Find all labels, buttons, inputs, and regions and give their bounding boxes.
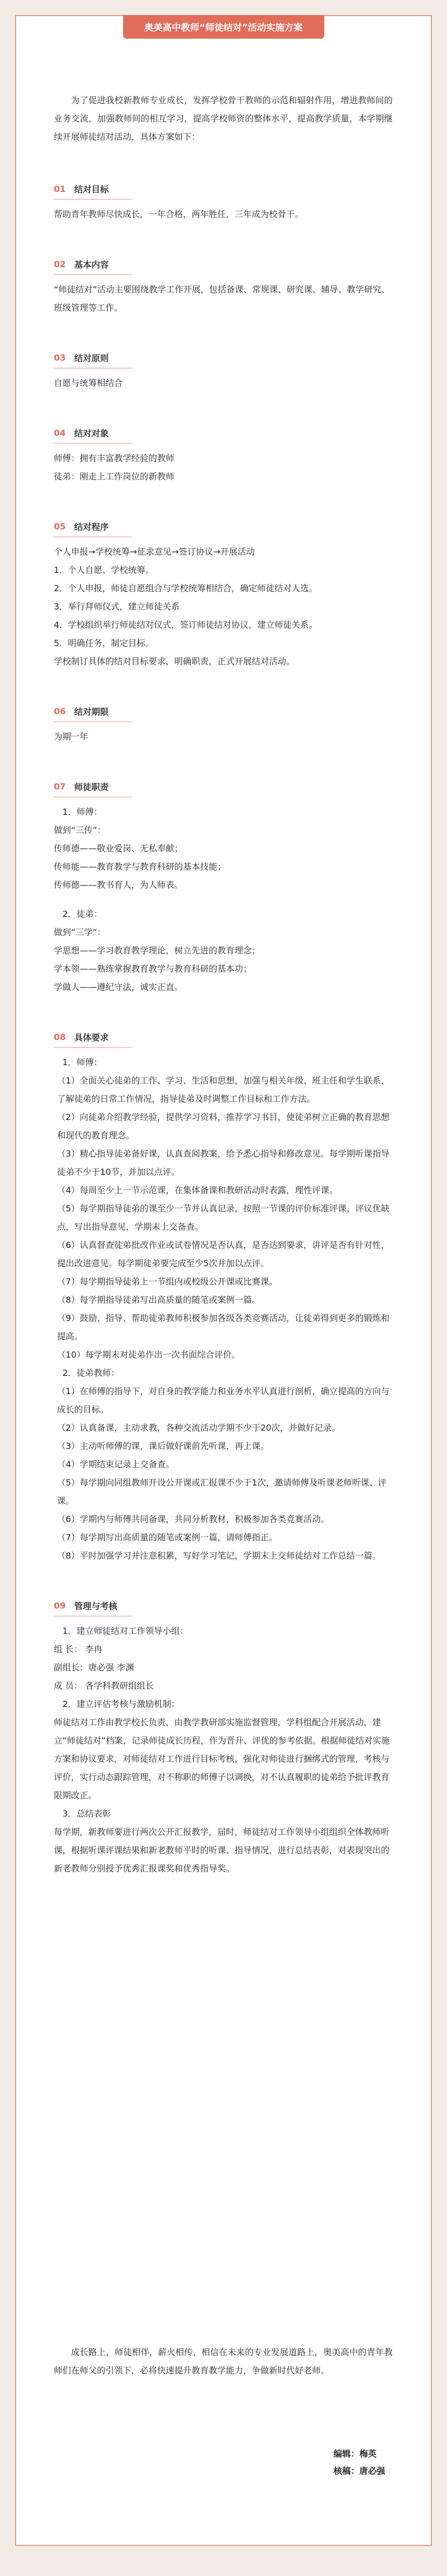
editor-credit: 编辑：梅英 — [333, 2449, 377, 2459]
target-line: 徒弟：刚走上工作岗位的新教师 — [54, 471, 175, 482]
section-principle — [54, 348, 393, 392]
procedure-item: 学校制订具体的结对目标要求，明确职责，正式开展结对活动。 — [54, 656, 295, 666]
section-number: 01 — [54, 183, 66, 194]
target-line: 师傅：拥有丰富教学经验的教师 — [54, 453, 175, 463]
apprentice-duty: 学本领——熟练掌握教育教学与教育科研的基本功； — [54, 964, 252, 974]
apprentice-subheading: 做到“三学”： — [54, 927, 106, 937]
procedure-item: 5．明确任务，制定目标。 — [54, 638, 154, 648]
master-requirements-heading: 1．师傅： — [62, 1057, 103, 1067]
requirement-item: （8）平时加强学习并注意积累，写好学习笔记，学期末上交师徒结对工作总结一篇。 — [57, 1551, 381, 1561]
closing-paragraph: 成长路上，师徒相伴，薪火相传，相信在未来的专业发展道路上，奥美高中的青年教师们在师父的引领下，必将快速提升教育教学能力，争做新时代好老师。 — [54, 2347, 393, 2376]
title-banner: 奥美高中教师“师徒结对”活动实施方案 — [123, 15, 324, 39]
requirement-item: （5）每学期向同组教师开设公开课或汇报课不少于1次，邀请师傅及听课老师听课、评课。 — [57, 1477, 387, 1506]
section-divider — [54, 443, 132, 444]
section-number: 04 — [54, 427, 66, 438]
section-divider — [54, 274, 132, 275]
section-requirements — [54, 1028, 393, 1565]
requirement-item: （10）每学期末对徒弟作出一次书面综合评价。 — [57, 1350, 240, 1360]
leadership-role: 组 长： 李冉 — [54, 1644, 103, 1654]
section-targets — [54, 424, 393, 486]
leadership-heading: 1．建立师徒结对工作领导小组： — [62, 1626, 189, 1636]
requirement-item: （2）向徒弟介绍教学经验，提供学习资料，推荐学习书目，使徒弟树立正确的教育思想和现代的教育理念。 — [57, 1112, 390, 1140]
procedure-flow: 个人申报→学校统筹→征求意见→签订协议→开展活动 — [54, 547, 255, 557]
procedure-item: 4．学校组织举行师徒结对仪式，签订师徒结对协议，建立师徒关系。 — [54, 620, 318, 630]
section-title: 结对目标 — [74, 184, 109, 195]
section-divider — [54, 199, 132, 200]
section-title: 结对原则 — [74, 353, 109, 363]
master-duty: 传师能——教育教学与教育科研的基本技能； — [54, 862, 226, 872]
section-number: 09 — [54, 1600, 66, 1611]
requirement-item: （6）认真督查徒弟批改作业或试卷情况是否认真，是否达到要求，讲评是否有针对性，提出改进意见。每学期徒弟要完成至少5次并加以点评。 — [57, 1240, 390, 1268]
procedure-item: 3．举行拜师仪式，建立师徒关系 — [54, 601, 180, 612]
section-number: 06 — [54, 706, 66, 716]
section-title: 管理与考核 — [74, 1601, 118, 1611]
master-duty: 传师德——教书育人，为人师表。 — [54, 880, 183, 890]
requirement-item: （6）学期内与师傅共同备课，共同分析教材，积极参加各类竞赛活动。 — [57, 1514, 330, 1524]
section-title: 基本内容 — [74, 259, 109, 270]
requirement-item: （5）每学期指导徒弟的课至少一节并认真记录，按照一节课的评价标准评课，评议优缺点，写出指导意见，学期末上交备查。 — [57, 1203, 390, 1232]
requirement-item: （8）每学期指导徒弟写出高质量的随笔或案例一篇。 — [57, 1295, 261, 1305]
section-text: 自愿与统筹相结合 — [54, 378, 123, 388]
section-content — [54, 255, 393, 317]
section-divider — [54, 1616, 132, 1617]
section-number: 07 — [54, 781, 66, 792]
section-title: 结对对象 — [74, 428, 109, 439]
reviewer-credit: 核稿：唐必强 — [333, 2466, 385, 2476]
section-management — [54, 1596, 393, 1878]
section-goal — [54, 180, 393, 224]
section-duration — [54, 702, 393, 746]
assessment-text: 师徒结对工作由教学校长负责，由教学教研部实施监督管理，学科组配合开展活动，建立“师徒结对”档案，记录师徒成长历程，作为晋升、评优的参考依据。根据师徒结对实施方案和协议要求，对师徒结对工作进行目标考核，强化对师徒进行捆绑式的管理，考核与评价，实行动态跟踪管理，对不称职的师傅子以调换，对不认真履职的徒弟给予批评教育限期改正。 — [54, 1717, 390, 1800]
requirement-item: （1）在师傅的指导下，对自身的教学能力和业务水平认真进行剖析，确立提高的方向与成长的目标。 — [57, 1386, 390, 1415]
section-divider — [54, 368, 132, 369]
master-subheading: 做到“三传”： — [54, 825, 106, 835]
apprentice-heading: 2．徒弟： — [62, 909, 103, 919]
requirement-item: （4）学期结束记录上交备查。 — [57, 1459, 175, 1469]
leadership-role: 成 员： 各学科教研组组长 — [54, 1681, 154, 1691]
apprentice-duty: 学思想——学习教育教学理论，树立先进的教育理念； — [54, 945, 261, 956]
apprentice-requirements-heading: 2．徒弟教师： — [62, 1368, 120, 1378]
section-duties — [54, 777, 393, 996]
leadership-role: 副组长：唐必强 李渊 — [54, 1662, 134, 1673]
intro-paragraph: 为了促进我校新教师专业成长，发挥学校骨干教师的示范和辐射作用，增进教师间的业务交流，加强教师间的相互学习，提高学校师资的整体水平，提高教学质量，本学期继续开展师徒结对活动，具体方案如下： — [54, 95, 393, 142]
article-body — [54, 91, 393, 1878]
section-number: 03 — [54, 352, 66, 363]
requirement-item: （4）每周至少上一节示范课，在集体备课和教研活动时表露，理性评课。 — [57, 1185, 338, 1195]
section-procedure — [54, 517, 393, 671]
requirement-item: （7）每学期写出高质量的随笔或案例一篇，请师傅指正。 — [57, 1532, 278, 1542]
signature-block — [334, 2445, 385, 2480]
assessment-heading: 2．建立评估考核与激励机制： — [62, 1699, 180, 1709]
requirement-item: （3）精心指导徒弟备好课，认真查阅教案，给予悉心指导和修改意见。每学期听课指导徒弟不少于10节，并加以点评。 — [57, 1149, 390, 1177]
award-heading: 3．总结表彰 — [62, 1809, 111, 1819]
section-divider — [54, 1047, 132, 1048]
requirement-item: （2）认真备课，主动求教，各种交流活动学期不少于20次，并做好记录。 — [57, 1423, 340, 1433]
article-frame — [15, 15, 432, 2546]
section-number: 02 — [54, 259, 66, 269]
master-duty: 传师德——敬业爱岗、无私奉献； — [54, 843, 183, 853]
requirement-item: （3）主动听师傅的课，课后做好课前先听课，再上课。 — [57, 1441, 269, 1451]
master-heading: 1．师傅： — [62, 807, 103, 817]
requirement-item: （7）每学期指导徒弟上一节组内或校级公开课或比赛课。 — [57, 1276, 278, 1287]
section-divider — [54, 797, 132, 798]
section-text: 为期一年 — [54, 731, 89, 742]
section-text: 帮助青年教师尽快成长，一年合格，两年胜任，三年成为校骨干。 — [54, 209, 304, 219]
requirement-item: （1）全面关心徒弟的工作、学习、生活和思想，加强与相关年级、班主任和学生联系，了解徒弟的日常工作情况，指导徒弟及时调整工作目标和工作方法。 — [57, 1075, 390, 1104]
requirement-item: （9）鼓励、指导、帮助徒弟教师积极参加各级各类竞赛活动，让徒弟得到更多的锻炼和提高。 — [57, 1313, 390, 1341]
section-title: 具体要求 — [74, 1032, 109, 1043]
procedure-item: 1．个人自愿、学校统筹。 — [54, 565, 154, 575]
section-title: 结对期限 — [74, 706, 109, 717]
section-title: 师徒职责 — [74, 781, 109, 792]
section-divider — [54, 536, 132, 537]
section-number: 05 — [54, 521, 66, 532]
procedure-item: 2．个人申报，师徒自愿组合与学校统筹相结合，确定师徒结对人选。 — [54, 583, 318, 593]
section-divider — [54, 721, 132, 722]
section-title: 结对程序 — [74, 521, 109, 532]
award-text: 每学期，新教师要进行两次公开汇报教学，届时，师徒结对工作领导小组组织全体教师听课，根据听课评课结果和新老教师平时的听课、指导情况，进行总结表彰，对表现突出的新老教师分别授予优秀汇报课奖和优秀指导奖。 — [54, 1827, 390, 1874]
section-number: 08 — [54, 1031, 66, 1042]
apprentice-duty: 学做人——遵纪守法，诚实正直。 — [54, 982, 183, 992]
section-text: “师徒结对”活动主要围绕教学工作开展，包括备课、常规课、研究课、辅导、教学研究、班级管理等工作。 — [54, 284, 390, 313]
